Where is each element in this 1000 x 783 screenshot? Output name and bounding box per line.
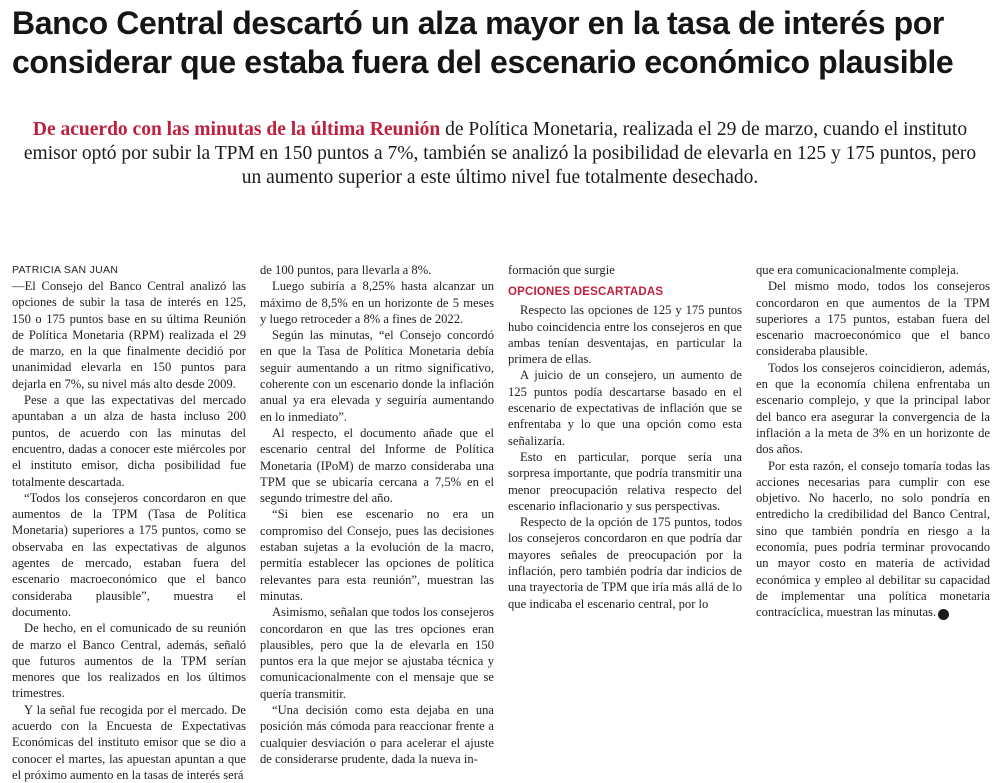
lead-kicker: De acuerdo con las minutas de la última Reunión [32, 119, 441, 140]
article-column-2 [260, 262, 494, 767]
paragraph [756, 458, 990, 621]
lead-text: de Política Monetaria, realizada el 29 de marzo, cuando el instituto emisor optó por subir la TPM en 150 puntos a 7%, también se analizó la posibilidad de elevarla en 125 y 175 puntos, pero un aumento superior a este último nivel fue totalmente desechado. [23, 119, 977, 188]
section-subhead: OPCIONES DESCARTADAS [508, 286, 664, 299]
headline: Banco Central descartó un alza mayor en la tasa de interés por considerar que estaba fuera del escenario económico plausible [12, 5, 954, 80]
paragraph: “Una decisión como esta dejaba en una posición más cómoda para reaccionar frente a cualquier desviación o para acelerar el ajuste de considerarse prudente, dada la nueva in- [260, 703, 494, 766]
paragraph: Todos los consejeros coincidieron, además, en que la economía chilena enfrentaba un escenario complejo, y que la principal labor del banco era asegurar la convergencia de la inflación a la meta de 3% en un horizonte de dos años. [756, 360, 990, 457]
paragraph: —El Consejo del Banco Central analizó las opciones de subir la tasa de interés en 125, 150 o 175 puntos base en su última Reunión de Política Monetaria (RPM) realizada el 29 de marzo, en la que finalmente decidió por unanimidad elevarla en 150 puntos para dejarla en 7%, su nivel más alto desde 2009. [12, 279, 246, 391]
article-column-4 [756, 262, 990, 621]
end-of-article-icon: P [938, 609, 949, 620]
paragraph: “Si bien ese escenario no era un compromiso del Consejo, pues las decisiones estaban sujetas a la evolución de la macro, permitía establecer las opciones de política relevantes para esta reunión”, muestran las minutas. [260, 507, 494, 603]
paragraph: Respecto de la opción de 175 puntos, todos los consejeros concordaron en que podría dar mayores señales de preocupación por la inflación, pero también podría dar indicios de una trayectoria de TPM que iría más allá de lo que indicaba el escenario central, por lo [508, 515, 742, 611]
paragraph: de 100 puntos, para llevarla a 8%. [260, 263, 432, 277]
paragraph: Esto en particular, porque sería una sorpresa importante, que podría transmitir una menor preocupación relativa respecto del escenario inflacionario y sus perspectivas. [508, 449, 742, 513]
byline: PATRICIA SAN JUAN [12, 264, 119, 276]
article-column-1 [12, 262, 246, 783]
article-column-3 [508, 262, 742, 612]
paragraph: que era comunicacionalmente compleja. [756, 263, 959, 277]
closing-text: Por esta razón, el consejo tomaría todas las acciones necesarias para cumplir con ese objetivo. No hacerlo, no solo pondría en entredicho la credibilidad del Banco Central, sino que también pondría en riesgo a la economía, pues podría terminar provocando un mayor costo en materia de actividad económica y empleo al debilitar su capacidad de implementar una política monetaria contracíclica, muestran las minutas. [756, 458, 990, 620]
paragraph: Luego subiría a 8,25% hasta alcanzar un máximo de 8,5% en un horizonte de 5 meses y luego retroceder a 8% a fines de 2022. [260, 279, 494, 326]
paragraph: formación que surgie [508, 263, 615, 277]
paragraph: Asimismo, señalan que todos los consejeros concordaron en que las tres opciones eran plausibles, pero que la de elevarla en 150 puntos era la que mejor se ajustaba técnica y comunicacionalmente con el mensaje que se quería transmitir. [260, 605, 494, 701]
paragraph: Del mismo modo, todos los consejeros concordaron en que aumentos de la TPM superiores a 175 puntos, estaban fuera del escenario macroeconómico que el banco consideraba plausible. [756, 279, 990, 359]
paragraph: Respecto las opciones de 125 y 175 puntos hubo coincidencia entre los consejeros en que ambas tenían desventajas, en particular la primera de ellas. [508, 303, 742, 367]
paragraph: Al respecto, el documento añade que el escenario central del Informe de Política Monetaria (IPoM) de marzo consideraba una TPM que se ubicaría cercana a 7,5% en el segundo trimestre del año. [260, 425, 494, 506]
paragraph: De hecho, en el comunicado de su reunión de marzo el Banco Central, además, señaló que futuros aumentos de la TPM serían menores que los realizados en los últimos trimestres. [12, 621, 246, 701]
paragraph: Y la señal fue recogida por el mercado. De acuerdo con la Encuesta de Expectativas Económicas del instituto emisor que se dio a conocer el martes, las apuestan apuntan a que el próximo aumento en la tasas de interés será [12, 702, 246, 782]
lead-paragraph [12, 118, 988, 190]
paragraph: “Todos los consejeros concordaron en que aumentos de la TPM (Tasa de Política Monetaria) superiores a 175 puntos, como se observaba en las expectativas de algunos agentes de mercado, estaban fuera del escenario macroeconómico que el banco consideraba plausible”, muestra el documento. [12, 490, 246, 619]
paragraph: A juicio de un consejero, un aumento de 125 puntos podía descartarse basado en el escenario de expectativas de inflación que se enfrentaba y lo que una opción como esta señalizaría. [508, 368, 742, 448]
paragraph: Según las minutas, “el Consejo concordó en que la Tasa de Política Monetaria debía seguir aumentando a un ritmo significativo, coherente con un escenario donde la inflación anual ya era elevada y seguiría aumentando en lo inmediato”. [260, 328, 494, 424]
paragraph: Pese a que las expectativas del mercado apuntaban a un alza de hasta incluso 200 puntos, de acuerdo con las minutas del encuentro, dadas a conocer este miércoles por el instituto emisor, dicha posibilidad fue totalmente descartada. [12, 393, 246, 489]
